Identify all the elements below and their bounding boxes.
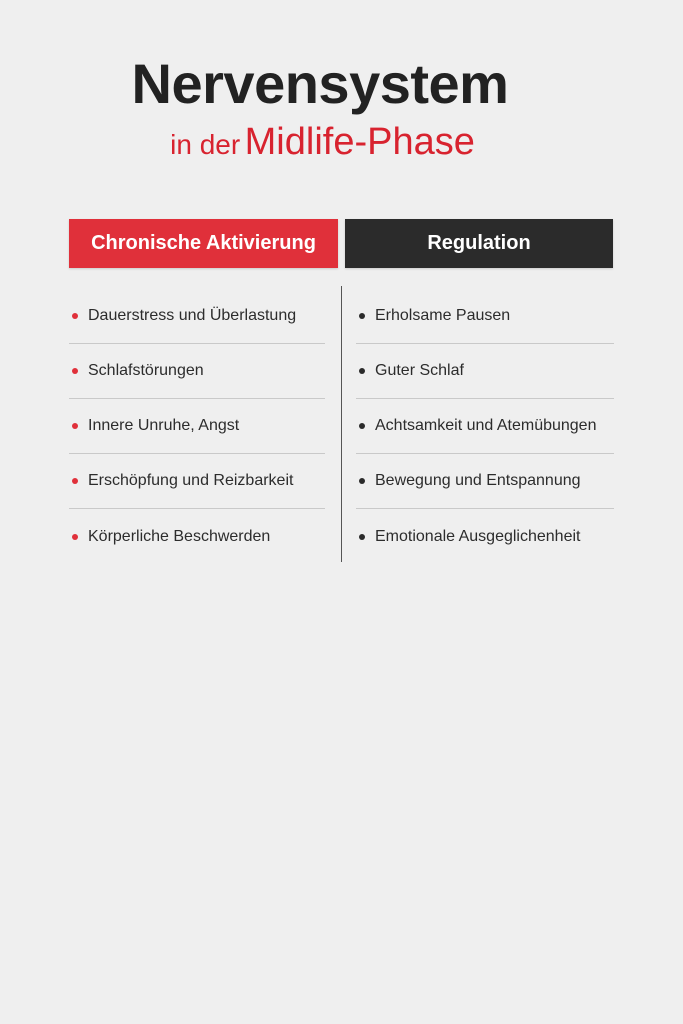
bullet-dot-icon xyxy=(359,368,365,374)
list-item-label: Dauerstress und Überlastung xyxy=(88,307,297,324)
regulation-list xyxy=(356,289,614,564)
list-item-label: Körperliche Beschwerden xyxy=(88,527,271,545)
page-subtitle xyxy=(0,120,645,172)
list-item-label: Bewegung und Entspannung xyxy=(375,472,581,489)
list-item xyxy=(69,399,325,454)
list-item xyxy=(356,454,614,509)
bullet-dot-icon xyxy=(359,313,365,319)
list-item xyxy=(69,509,325,564)
list-item xyxy=(69,454,325,509)
list-item xyxy=(356,344,614,399)
chronic-activation-list xyxy=(69,289,325,564)
subtitle-main: Midlife-Phase xyxy=(244,121,475,163)
list-item xyxy=(69,344,325,399)
bullet-dot-icon xyxy=(359,534,365,540)
bullet-dot-icon xyxy=(359,478,365,484)
list-item-label: Erschöpfung und Reizbarkeit xyxy=(88,472,294,489)
bullet-dot-icon xyxy=(359,423,365,429)
subtitle-prefix: in der xyxy=(170,129,241,160)
list-item-label: Erholsame Pausen xyxy=(375,307,511,324)
list-item-label: Achtsamkeit und Atemübungen xyxy=(375,417,597,434)
list-item xyxy=(356,289,614,344)
header-regulation: Regulation xyxy=(345,219,613,268)
list-item-label: Emotionale Ausgeglichenheit xyxy=(375,527,581,545)
list-item-label: Schlafstörungen xyxy=(88,362,204,379)
bullet-dot-icon xyxy=(72,423,78,429)
list-item xyxy=(69,289,325,344)
bullet-dot-icon xyxy=(72,368,78,374)
list-item-label: Guter Schlaf xyxy=(375,362,464,379)
column-divider xyxy=(341,286,342,562)
bullet-dot-icon xyxy=(72,478,78,484)
bullet-dot-icon xyxy=(72,534,78,540)
page-title: Nervensystem xyxy=(131,52,509,115)
bullet-dot-icon xyxy=(72,313,78,319)
list-item xyxy=(356,399,614,454)
list-item-label: Innere Unruhe, Angst xyxy=(88,417,240,434)
header-chronic-activation: Chronische Aktivierung xyxy=(69,219,338,268)
list-item xyxy=(356,509,614,564)
